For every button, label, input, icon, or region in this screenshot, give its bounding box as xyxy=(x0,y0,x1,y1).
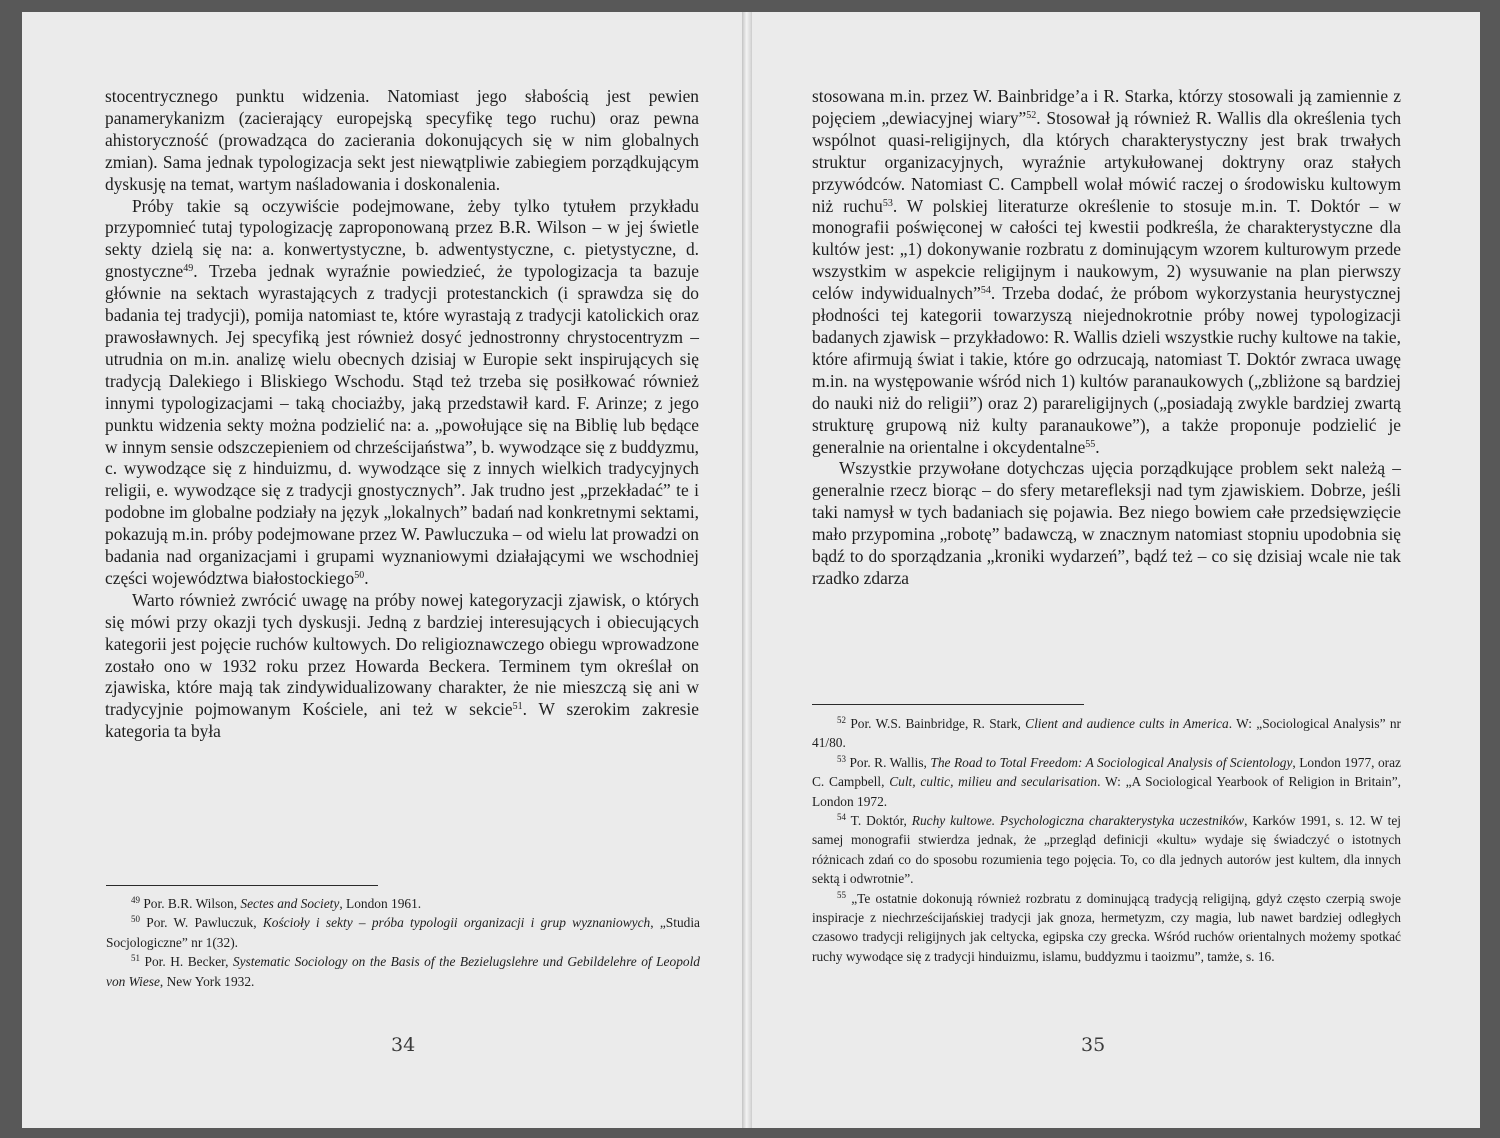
page-number-left: 34 xyxy=(391,1034,416,1056)
footnote-separator xyxy=(812,704,1084,705)
footnote-number: 51 xyxy=(131,953,140,964)
text-run: Por. B.R. Wilson, xyxy=(143,896,241,911)
footnote-ref-52[interactable]: 52 xyxy=(1026,109,1037,121)
left-paragraph-2 xyxy=(105,196,699,590)
text-run: Por. W.S. Bainbridge, R. Stark, xyxy=(850,716,1026,731)
text-run: Wszystkie przywołane dotychczas ujęcia porządkujące problem sekt należą – generalnie rzecz biorąc – do sfery metarefleksji nad tym zjawiskiem. Dobrze, jeśli taki namysł w tych badaniach się pojawia. Bez niego bowiem całe przedsięwzięcie mało przypomina „robotę” badawczą, w znacznym natomiast stopniu upodobnia się bądź to do sporządzania „kroniki wydarzeń”, bądź też – co się dzisiaj wcale nie tak rzadko zdarza xyxy=(812,458,1401,588)
text-run: . Stosował ją również R. Wallis dla określenia tych wspólnot quasi-religijnych, dla których charakterystyczny jest brak trwałych struktur organizacyjnych, wyraźnie artykułowanej doktryny oraz stałych przywódców. Natomiast C. Campbell wolał mówić raczej o środowisku kultowym niż ruchu xyxy=(812,107,1402,216)
footnote-title: Kościoły i sekty – próba typologii organizacji i grup wyznaniowych xyxy=(262,915,651,931)
text-run: . W: „A Sociological Yearbook of Religion in Britain”, London 1972. xyxy=(812,774,1401,809)
footnote-separator xyxy=(106,885,378,886)
footnote-number: 52 xyxy=(837,715,846,725)
left-page xyxy=(22,12,743,1128)
footnote-49 xyxy=(106,894,700,913)
text-run: Por. W. Pawluczuk, xyxy=(146,915,263,931)
footnote-ref-49[interactable]: 49 xyxy=(183,263,194,275)
text-run: , Karków 1991, s. 12. W tej samej monografii stwierdza jednak, że „przegląd definicji «kultu» wydaje się świadczyć o istotnych różnicach zdań co do sposobu rozumienia tego pojęcia. To, co dla jednych autorów jest kultem, dla innych sektą i odwrotnie”. xyxy=(812,813,1401,887)
text-run: Próby takie są oczywiście podejmowane, żeby tylko tytułem przykładu przypomnieć tutaj typologizację zaproponowaną przez B.R. Wilson – w jej świetle sekty dzielą się na: a. konwertystyczne, b. adwentystyczne, c. pietystyczne, d. gnostyczne xyxy=(105,195,699,282)
footnote-51 xyxy=(106,952,700,991)
footnote-number: 54 xyxy=(837,812,846,823)
text-run: . Trzeba dodać, że próbom wykorzystania heurystycznej płodności tej kategorii towarzyszą niejednokrotnie próby nowej typologizacji badanych zjawisk – przykładowo: R. Wallis dzieli wszystkie ruchy kultowe na takie, które afirmują świat i takie, które go odrzucają, natomiast T. Doktór zwraca uwagę m.in. na występowanie wśród nich 1) kultów paranaukowych („zbliżone są bardziej do nauki niż do religii”) oraz 2) parareligijnych („posiadają zwykle bardziej zwartą strukturę grupową niż kulty paranaukowe”), a także proponuje podzielić je generalnie na orientalne i okcydentalne xyxy=(812,283,1401,457)
footnote-title: Client and audience cults in America xyxy=(1025,716,1229,731)
footnote-number: 49 xyxy=(131,895,140,905)
right-body-text xyxy=(812,86,1401,590)
text-run: Por. H. Becker, xyxy=(144,954,233,970)
text-run: , London 1977, oraz C. Campbell, xyxy=(812,754,1401,790)
footnote-title: Cult, cultic, milieu and secularisation xyxy=(889,774,1098,790)
text-run: stosowana m.in. przez W. Bainbridge’a i R. Starka, którzy stosowali ją zamiennie z pojęciem „dewiacyjnej wiary” xyxy=(812,86,1401,128)
book-gutter xyxy=(743,12,751,1128)
text-run: Por. R. Wallis, xyxy=(849,754,931,770)
text-run: stocentrycznego punktu widzenia. Natomiast jego słabością jest pewien panamerykanizm (zacierający europejską specyfikę tego ruchu) oraz pewna ahistoryczność (prowadząca do zacierania dokonujących się w nim globalnych zmian). Sama jednak typologizacja sekt jest niewątpliwie zabiegiem porządkującym dyskusję na temat, wartym naśladowania i doskonalenia. xyxy=(105,86,699,194)
left-paragraph-3 xyxy=(105,590,699,743)
text-run: , London 1961. xyxy=(339,896,422,911)
footnote-53 xyxy=(812,753,1401,811)
right-footnotes xyxy=(812,714,1401,966)
text-run: . W polskiej literaturze określenie to stosuje m.in. T. Doktór – w monografii poświęconej w całości tej kwestii podkreśla, że charakterystyczne dla kultów jest: „1) dokonywanie rozbratu z dominującym wzorem kulturowym przede wszystkim w aspekcie religijnym i naukowym, 2) wysuwanie na plan pierwszy celów indywidualnych” xyxy=(812,195,1401,304)
footnote-52 xyxy=(812,714,1401,753)
footnote-number: 53 xyxy=(837,753,846,764)
right-page xyxy=(751,12,1480,1128)
left-footnotes xyxy=(106,894,700,991)
text-run: , „Studia Socjologiczne” nr 1(32). xyxy=(106,915,701,950)
page-number-right: 35 xyxy=(1081,1034,1106,1056)
left-body-text xyxy=(105,86,699,743)
text-run: , New York 1932. xyxy=(159,973,255,989)
footnote-number: 55 xyxy=(837,889,846,900)
right-paragraph-2 xyxy=(812,458,1401,589)
text-run: . xyxy=(1095,436,1100,457)
footnote-title: Systematic Sociology on the Basis of the Bezielugslehre und Gebildelehre of Leopold von Wiese xyxy=(106,954,701,989)
footnote-ref-55[interactable]: 55 xyxy=(1085,438,1096,450)
text-run: „Te ostatnie dokonują również rozbratu z dominującą tradycją religijną, gdyż często czerpią swoje inspiracje z niechrześcijańskiej tradycji jak gnoza, hermetyzm, czy magia, lub nawet bardziej odległych czasowo tradycji religijnych jak celtycka, egipska czy grecka. Wśród ruchów orientalnych możemy spotkać ruchy wywodące się z tradycji hinduizmu, islamu, buddyzmu i taoizmu”, tamże, s. 16. xyxy=(812,890,1401,964)
footnote-ref-54[interactable]: 54 xyxy=(980,285,991,297)
footnote-ref-51[interactable]: 51 xyxy=(512,701,523,713)
text-run: . xyxy=(364,567,369,588)
footnote-54 xyxy=(812,811,1401,889)
footnote-55 xyxy=(812,889,1401,967)
footnote-number: 50 xyxy=(131,914,140,925)
footnote-title: Ruchy kultowe. Psychologiczna charakterystyka uczestników xyxy=(911,813,1245,829)
text-run: . W: „Sociological Analysis” nr 41/80. xyxy=(812,716,1402,751)
footnote-ref-50[interactable]: 50 xyxy=(354,569,365,581)
footnote-title: The Road to Total Freedom: A Sociological Analysis of Scientology xyxy=(930,754,1293,770)
footnote-title: Sectes and Society xyxy=(240,896,340,911)
text-run: Warto również zwrócić uwagę na próby nowej kategoryzacji zjawisk, o których się mówi przy okazji tych dyskusji. Jedną z bardziej interesujących i obiecujących kategorii jest pojęcie ruchów kultowych. Do religioznawczego obiegu wprowadzone zostało ono w 1932 roku przez Howarda Beckera. Terminem tym określał on zjawiska, które mają tak zindywidualizowany charakter, że nie mieszczą się ani w tradycyjnie pojmowanym Kościele, ani też w sekcie xyxy=(105,589,699,720)
right-paragraph-1 xyxy=(812,86,1401,458)
text-run: . W szerokim zakresie kategoria ta była xyxy=(105,699,699,742)
text-run: . Trzeba jednak wyraźnie powiedzieć, że typologizacja ta bazuje głównie na sektach wyrastających z tradycji protestanckich (i sprawdza się do badania tej tradycji), pomija natomiast te, które wyrastają z tradycji katolickich oraz prawosławnych. Jej specyfiką jest również dosyć jednostronny chrystocentryzm – utrudnia on m.in. analizę wielu obecnych dzisiaj w Europie sekt inspirujących się tradycją Dalekiego i Bliskiego Wschodu. Stąd też trzeba się posiłkować również innymi typologizacjami – taką chociażby, jaką przedstawił kard. F. Arinze; z jego punktu widzenia sekty można podzielić na: a. „powołujące się na Biblię lub będące w innym sensie odszczepieniem od chrześcijaństwa”, b. wywodzące się z buddyzmu, c. wywodzące się z hinduizmu, d. wywodzące się z innych wielkich tradycyjnych religii, e. wywodzące się z tradycji gnostycznych”. Jak trudno jest „przekładać” te i podobne im globalne podziały na język „lokalnych” badań nad konkretnymi sektami, pokazują m.in. próby podejmowane przez W. Pawluczuka – od wielu lat prowadzi on badania nad organizacjami i grupami wyznaniowymi działającymi we wschodniej części województwa białostockiego xyxy=(105,261,699,588)
text-run: T. Doktór, xyxy=(850,813,912,829)
footnote-50 xyxy=(106,913,700,952)
left-paragraph-1 xyxy=(105,86,699,196)
footnote-ref-53[interactable]: 53 xyxy=(882,197,893,209)
